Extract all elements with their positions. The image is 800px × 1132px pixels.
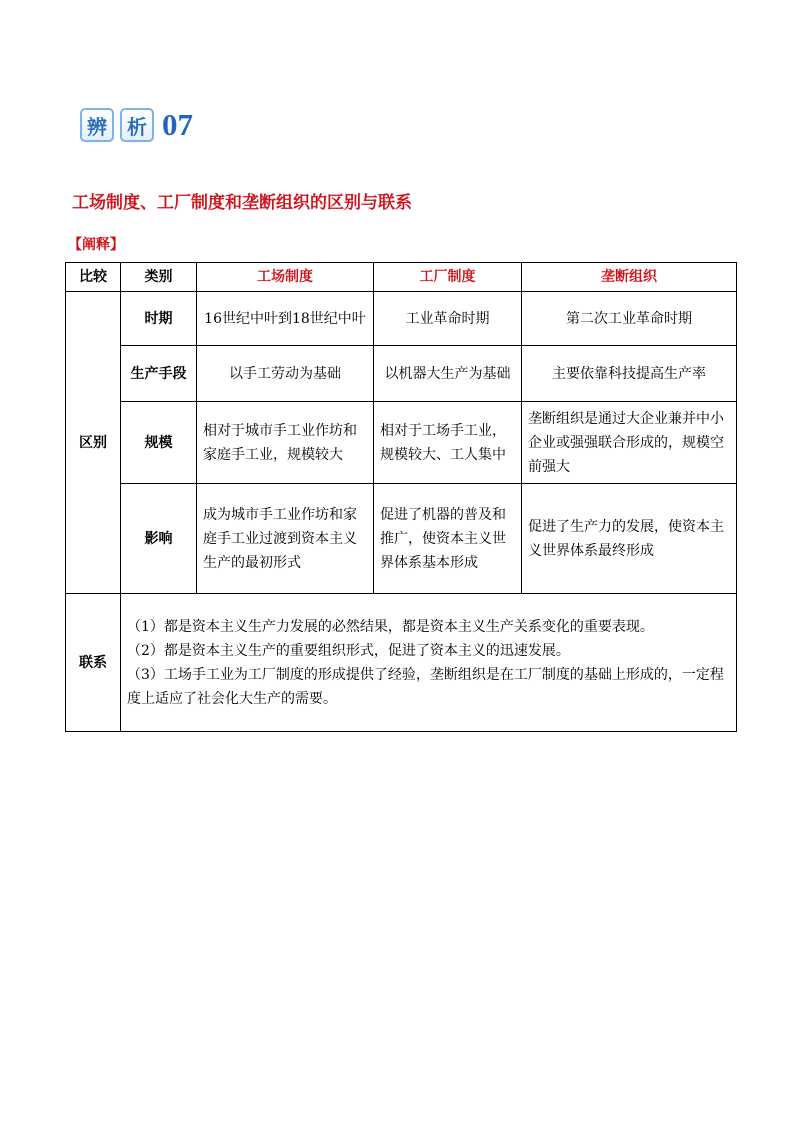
cell-period-factory: 工业革命时期	[374, 292, 522, 346]
badge-bian-icon: 辨	[80, 108, 114, 142]
table-header-row	[66, 263, 737, 292]
link-item-2: （2）都是资本主义生产的重要组织形式，促进了资本主义的迅速发展。	[127, 642, 570, 659]
page-title: 工场制度、工厂制度和垄断组织的区别与联系	[72, 193, 412, 213]
header-monopoly: 垄断组织	[522, 263, 737, 292]
table-row	[66, 484, 737, 594]
section-badge	[80, 108, 193, 142]
table-row	[66, 594, 737, 732]
cell-scale-workshop: 相对于城市手工业作坊和家庭手工业，规模较大	[197, 402, 374, 484]
group-difference: 区别	[66, 292, 121, 594]
link-item-3: （3）工场手工业为工厂制度的形成提供了经验，垄断组织是在工厂制度的基础上形成的，一定程度上适应了社会化大生产的需要。	[127, 666, 724, 707]
link-content	[121, 594, 737, 732]
cell-impact-factory: 促进了机器的普及和推广，使资本主义世界体系基本形成	[374, 484, 522, 594]
cell-scale-monopoly: 垄断组织是通过大企业兼并中小企业或强强联合形成的，规模空前强大	[522, 402, 737, 484]
header-compare: 比较	[66, 263, 121, 292]
row-label-scale: 规模	[121, 402, 197, 484]
row-label-means: 生产手段	[121, 346, 197, 402]
badge-xi-icon: 析	[120, 108, 154, 142]
note-label: 【阐释】	[68, 237, 124, 253]
header-factory-system: 工厂制度	[374, 263, 522, 292]
header-workshop-system: 工场制度	[197, 263, 374, 292]
cell-period-monopoly: 第二次工业革命时期	[522, 292, 737, 346]
cell-means-monopoly: 主要依靠科技提高生产率	[522, 346, 737, 402]
header-category: 类别	[121, 263, 197, 292]
group-link: 联系	[66, 594, 121, 732]
comparison-table	[65, 262, 737, 732]
cell-period-workshop: 16世纪中叶到18世纪中叶	[197, 292, 374, 346]
link-item-1: （1）都是资本主义生产力发展的必然结果，都是资本主义生产关系变化的重要表现。	[127, 618, 654, 635]
cell-scale-factory: 相对于工场手工业，规模较大、工人集中	[374, 402, 522, 484]
row-label-period: 时期	[121, 292, 197, 346]
row-label-impact: 影响	[121, 484, 197, 594]
cell-means-workshop: 以手工劳动为基础	[197, 346, 374, 402]
cell-means-factory: 以机器大生产为基础	[374, 346, 522, 402]
cell-impact-workshop: 成为城市手工业作坊和家庭手工业过渡到资本主义生产的最初形式	[197, 484, 374, 594]
table-row	[66, 402, 737, 484]
table-row	[66, 346, 737, 402]
table-row	[66, 292, 737, 346]
badge-number: 07	[162, 107, 193, 142]
cell-impact-monopoly: 促进了生产力的发展，使资本主义世界体系最终形成	[522, 484, 737, 594]
